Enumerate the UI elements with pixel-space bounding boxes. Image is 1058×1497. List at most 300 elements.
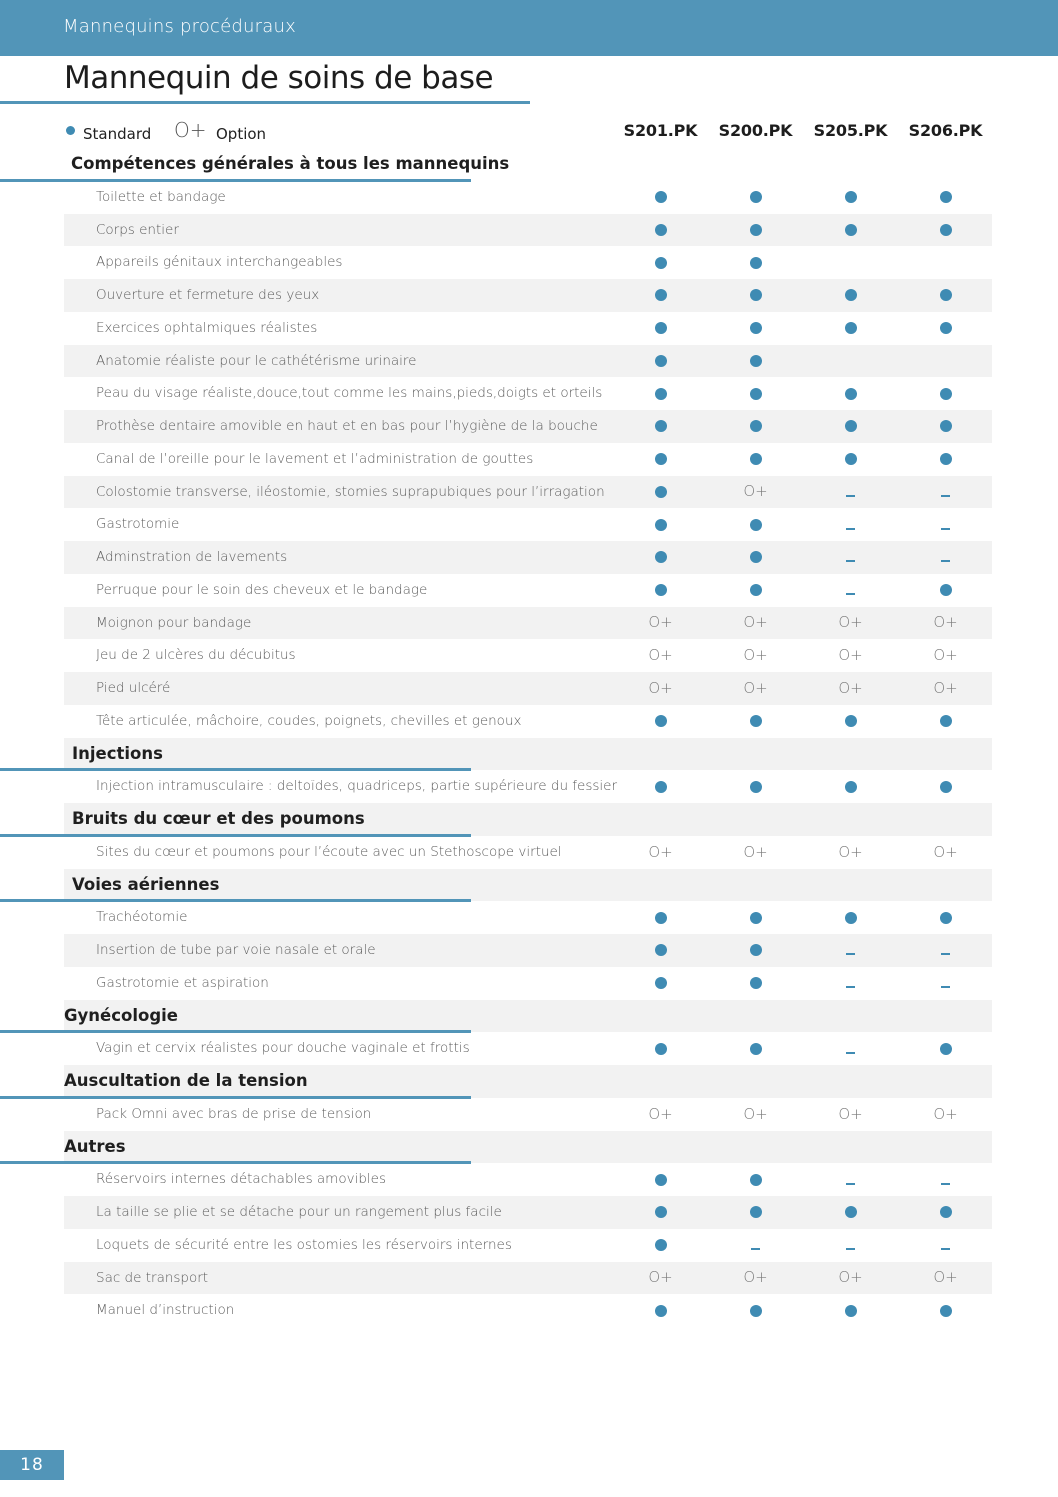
table-cell <box>803 1294 898 1327</box>
standard-dot-icon <box>940 781 952 793</box>
section-header <box>0 803 1058 836</box>
table-row <box>0 410 1058 443</box>
unavailable-dash-icon <box>846 953 855 955</box>
standard-dot-icon <box>845 420 857 432</box>
table-cell <box>803 476 898 509</box>
table-cell <box>898 377 993 410</box>
table-cell <box>708 967 803 1000</box>
section-header <box>0 148 1058 181</box>
table-cell <box>708 246 803 279</box>
table-cell <box>898 1163 993 1196</box>
option-mark: O+ <box>743 1104 768 1123</box>
feature-label: Jeu de 2 ulcères du décubitus <box>96 647 296 664</box>
table-cell <box>898 1294 993 1327</box>
standard-dot-icon <box>66 126 75 135</box>
standard-dot-icon <box>940 191 952 203</box>
standard-dot-icon <box>655 977 667 989</box>
feature-label: Corps entier <box>96 221 179 238</box>
table-cell <box>803 246 898 279</box>
table-cell <box>898 476 993 509</box>
option-mark: O+ <box>933 1104 958 1123</box>
option-mark: O+ <box>933 678 958 697</box>
standard-dot-icon <box>750 289 762 301</box>
unavailable-dash-icon <box>846 495 855 497</box>
table-cell <box>708 639 803 672</box>
standard-dot-icon <box>750 1206 762 1218</box>
standard-dot-icon <box>750 944 762 956</box>
feature-label: Perruque pour le soin des cheveux et le bandage <box>96 581 428 598</box>
table-cell <box>708 607 803 640</box>
standard-dot-icon <box>845 453 857 465</box>
standard-dot-icon <box>750 224 762 236</box>
table-cell <box>613 181 708 214</box>
table-row <box>0 312 1058 345</box>
feature-label: Gastrotomie et aspiration <box>96 974 269 991</box>
standard-dot-icon <box>750 322 762 334</box>
table-row <box>0 541 1058 574</box>
standard-dot-icon <box>750 191 762 203</box>
feature-label: Canal de l’oreille pour le lavement et l’administration de gouttes <box>96 450 534 467</box>
unavailable-dash-icon <box>846 560 855 562</box>
table-cell <box>613 607 708 640</box>
column-header-4: S206.PK <box>908 121 983 140</box>
feature-label: Ouverture et fermeture des yeux <box>96 287 320 303</box>
section-label: Injections <box>72 743 163 763</box>
table-cell <box>898 1032 993 1065</box>
table-cell <box>898 1229 993 1262</box>
table-cell <box>613 1163 708 1196</box>
standard-dot-icon <box>655 584 667 596</box>
standard-dot-icon <box>750 1305 762 1317</box>
table-cell <box>708 345 803 378</box>
table-cell <box>898 443 993 476</box>
table-cell <box>803 1262 898 1295</box>
standard-dot-icon <box>655 322 667 334</box>
table-row <box>0 1229 1058 1262</box>
standard-dot-icon <box>845 1305 857 1317</box>
section-label: Bruits du cœur et des poumons <box>72 809 365 828</box>
option-mark: O+ <box>743 678 768 697</box>
section-header <box>0 1000 1058 1033</box>
table-cell <box>803 508 898 541</box>
unavailable-dash-icon <box>941 986 950 988</box>
table-cell <box>708 214 803 247</box>
table-cell <box>708 574 803 607</box>
standard-dot-icon <box>940 1206 952 1218</box>
feature-label: Trachéotomie <box>96 909 188 926</box>
unavailable-dash-icon <box>941 953 950 955</box>
table-row <box>0 672 1058 705</box>
feature-label: Injection intramusculaire : deltoïdes, quadriceps, partie supérieure du fessier <box>96 778 618 795</box>
table-cell <box>803 214 898 247</box>
section-label: Auscultation de la tension <box>64 1071 308 1090</box>
standard-dot-icon <box>750 1043 762 1055</box>
page-number: 18 <box>0 1450 64 1480</box>
table-cell <box>898 770 993 803</box>
section-title: Mannequins procéduraux <box>63 16 296 37</box>
standard-dot-icon <box>655 355 667 367</box>
table-cell <box>613 770 708 803</box>
table-cell <box>613 377 708 410</box>
table-cell <box>803 1229 898 1262</box>
standard-dot-icon <box>940 224 952 236</box>
table-cell <box>803 312 898 345</box>
table-cell <box>898 836 993 869</box>
table-cell <box>708 443 803 476</box>
standard-dot-icon <box>655 191 667 203</box>
standard-dot-icon <box>655 289 667 301</box>
table-cell <box>613 410 708 443</box>
option-mark: O+ <box>743 1268 768 1287</box>
standard-dot-icon <box>655 1206 667 1218</box>
feature-label: Adminstration de lavements <box>96 549 288 565</box>
table-cell <box>708 1196 803 1229</box>
table-row <box>0 1098 1058 1131</box>
standard-dot-icon <box>845 1206 857 1218</box>
table-cell <box>708 1032 803 1065</box>
table-cell <box>803 279 898 312</box>
table-row <box>0 508 1058 541</box>
table-row <box>0 901 1058 934</box>
feature-label: Pied ulcéré <box>96 680 171 696</box>
table-row <box>0 836 1058 869</box>
table-cell <box>803 574 898 607</box>
section-header <box>0 869 1058 902</box>
table-row <box>0 639 1058 672</box>
table-cell <box>803 181 898 214</box>
table-row <box>0 1032 1058 1065</box>
feature-label: Tête articulée, mâchoire, coudes, poignets, chevilles et genoux <box>96 712 522 729</box>
option-mark: O+ <box>933 646 958 665</box>
table-cell <box>898 214 993 247</box>
standard-dot-icon <box>750 977 762 989</box>
table-cell <box>708 672 803 705</box>
table-cell <box>803 1032 898 1065</box>
option-mark: O+ <box>838 842 863 861</box>
table-cell <box>613 1229 708 1262</box>
table-cell <box>708 279 803 312</box>
table-cell <box>898 574 993 607</box>
standard-dot-icon <box>655 224 667 236</box>
standard-dot-icon <box>655 257 667 269</box>
standard-dot-icon <box>655 912 667 924</box>
table-cell <box>613 1196 708 1229</box>
table-row <box>0 1163 1058 1196</box>
table-cell <box>708 508 803 541</box>
standard-dot-icon <box>655 388 667 400</box>
unavailable-dash-icon <box>846 593 855 595</box>
unavailable-dash-icon <box>846 1052 855 1054</box>
feature-label: Pack Omni avec bras de prise de tension <box>96 1105 372 1122</box>
table-row <box>0 377 1058 410</box>
table-cell <box>708 901 803 934</box>
table-cell <box>708 377 803 410</box>
option-mark: O+ <box>648 1104 673 1123</box>
standard-dot-icon <box>750 781 762 793</box>
table-cell <box>708 705 803 738</box>
table-row <box>0 279 1058 312</box>
unavailable-dash-icon <box>941 495 950 497</box>
standard-dot-icon <box>940 584 952 596</box>
table-row <box>0 1294 1058 1327</box>
section-label: Voies aériennes <box>72 874 220 894</box>
table-cell <box>708 410 803 443</box>
option-mark: O+ <box>743 842 768 861</box>
table-cell <box>803 1196 898 1229</box>
feature-label: Anatomie réaliste pour le cathétérisme urinaire <box>96 352 417 369</box>
table-row <box>0 1196 1058 1229</box>
section-header <box>0 1065 1058 1098</box>
unavailable-dash-icon <box>941 1248 950 1250</box>
standard-dot-icon <box>940 388 952 400</box>
table-cell <box>803 377 898 410</box>
table-row <box>0 770 1058 803</box>
table-row <box>0 574 1058 607</box>
table-row <box>0 476 1058 509</box>
table-cell <box>708 312 803 345</box>
table-cell <box>898 541 993 574</box>
table-cell <box>613 1262 708 1295</box>
table-cell <box>898 508 993 541</box>
table-cell <box>708 181 803 214</box>
table-row <box>0 214 1058 247</box>
unavailable-dash-icon <box>941 528 950 530</box>
table-cell <box>803 1098 898 1131</box>
standard-dot-icon <box>655 420 667 432</box>
table-cell <box>613 443 708 476</box>
standard-dot-icon <box>845 224 857 236</box>
column-header-1: S201.PK <box>623 121 698 140</box>
table-cell <box>898 181 993 214</box>
feature-label: Exercices ophtalmiques réalistes <box>96 319 318 336</box>
table-row <box>0 181 1058 214</box>
table-cell <box>803 607 898 640</box>
table-row <box>0 934 1058 967</box>
standard-dot-icon <box>940 1043 952 1055</box>
table-cell <box>613 934 708 967</box>
section-label: Autres <box>64 1136 126 1156</box>
standard-dot-icon <box>655 715 667 727</box>
table-cell <box>613 1098 708 1131</box>
table-row <box>0 705 1058 738</box>
column-header-2: S200.PK <box>718 121 793 140</box>
table-cell <box>803 770 898 803</box>
option-mark: O+ <box>933 613 958 632</box>
table-cell <box>898 901 993 934</box>
feature-label: Manuel d’instruction <box>96 1302 235 1319</box>
option-mark: O+ <box>838 678 863 697</box>
option-mark: O+ <box>743 613 768 632</box>
standard-dot-icon <box>750 519 762 531</box>
option-mark: O+ <box>648 1268 673 1287</box>
option-icon: O+ <box>174 118 207 142</box>
table-cell <box>613 345 708 378</box>
standard-dot-icon <box>655 944 667 956</box>
option-mark: O+ <box>933 842 958 861</box>
table-cell <box>898 967 993 1000</box>
table-cell <box>803 901 898 934</box>
table-cell <box>898 410 993 443</box>
standard-dot-icon <box>655 551 667 563</box>
table-row <box>0 443 1058 476</box>
table-cell <box>613 279 708 312</box>
feature-label: Appareils génitaux interchangeables <box>96 254 343 271</box>
table-cell <box>898 345 993 378</box>
standard-dot-icon <box>750 1174 762 1186</box>
table-cell <box>613 312 708 345</box>
page-title: Mannequin de soins de base <box>64 60 494 96</box>
table-cell <box>803 541 898 574</box>
standard-dot-icon <box>655 1174 667 1186</box>
table-cell <box>708 934 803 967</box>
option-mark: O+ <box>648 646 673 665</box>
table-cell <box>613 541 708 574</box>
standard-dot-icon <box>940 289 952 301</box>
feature-label: Sac de transport <box>96 1269 209 1286</box>
table-cell <box>613 836 708 869</box>
section-header <box>0 1131 1058 1164</box>
feature-label: Sites du cœur et poumons pour l’écoute avec un Stethoscope virtuel <box>96 843 562 860</box>
table-cell <box>613 246 708 279</box>
table-cell <box>803 443 898 476</box>
table-cell <box>613 574 708 607</box>
standard-dot-icon <box>940 453 952 465</box>
standard-dot-icon <box>750 912 762 924</box>
table-cell <box>898 1262 993 1295</box>
table-cell <box>803 1163 898 1196</box>
table-row <box>0 246 1058 279</box>
standard-dot-icon <box>845 191 857 203</box>
table-cell <box>613 639 708 672</box>
comparison-table <box>0 148 1058 1327</box>
table-cell <box>803 639 898 672</box>
table-cell <box>708 1229 803 1262</box>
table-cell <box>898 934 993 967</box>
title-underline <box>0 101 530 104</box>
table-cell <box>803 934 898 967</box>
standard-dot-icon <box>655 453 667 465</box>
standard-dot-icon <box>940 1305 952 1317</box>
standard-dot-icon <box>940 912 952 924</box>
column-header-3: S205.PK <box>813 121 888 140</box>
standard-dot-icon <box>750 551 762 563</box>
standard-dot-icon <box>750 257 762 269</box>
standard-dot-icon <box>655 1043 667 1055</box>
table-cell <box>803 836 898 869</box>
option-mark: O+ <box>933 1268 958 1287</box>
unavailable-dash-icon <box>846 1248 855 1250</box>
feature-label: Toilette et bandage <box>96 188 226 205</box>
option-mark: O+ <box>743 482 768 501</box>
standard-dot-icon <box>845 322 857 334</box>
feature-label: La taille se plie et se détache pour un rangement plus facile <box>96 1204 502 1220</box>
unavailable-dash-icon <box>941 1183 950 1185</box>
standard-dot-icon <box>655 1305 667 1317</box>
feature-label: Loquets de sécurité entre les ostomies les réservoirs internes <box>96 1236 512 1253</box>
option-mark: O+ <box>743 646 768 665</box>
table-cell <box>898 639 993 672</box>
standard-dot-icon <box>655 519 667 531</box>
table-cell <box>803 967 898 1000</box>
table-cell <box>708 1262 803 1295</box>
header-bar <box>0 0 1058 56</box>
option-mark: O+ <box>838 1268 863 1287</box>
legend-standard-label: Standard <box>83 125 152 143</box>
table-cell <box>898 672 993 705</box>
standard-dot-icon <box>845 715 857 727</box>
option-mark: O+ <box>838 613 863 632</box>
standard-dot-icon <box>750 388 762 400</box>
standard-dot-icon <box>940 715 952 727</box>
standard-dot-icon <box>845 781 857 793</box>
table-row <box>0 607 1058 640</box>
standard-dot-icon <box>940 322 952 334</box>
option-mark: O+ <box>648 678 673 697</box>
option-mark: O+ <box>838 1104 863 1123</box>
standard-dot-icon <box>655 486 667 498</box>
feature-label: Gastrotomie <box>96 516 180 533</box>
standard-dot-icon <box>655 1239 667 1251</box>
table-row <box>0 967 1058 1000</box>
standard-dot-icon <box>845 289 857 301</box>
option-mark: O+ <box>648 842 673 861</box>
standard-dot-icon <box>750 420 762 432</box>
table-cell <box>803 410 898 443</box>
section-header <box>0 738 1058 771</box>
standard-dot-icon <box>750 355 762 367</box>
feature-label: Insertion de tube par voie nasale et orale <box>96 942 376 958</box>
table-cell <box>613 901 708 934</box>
standard-dot-icon <box>750 715 762 727</box>
table-cell <box>803 672 898 705</box>
table-cell <box>708 476 803 509</box>
option-mark: O+ <box>838 646 863 665</box>
option-mark: O+ <box>648 613 673 632</box>
legend-option-label: Option <box>216 125 267 143</box>
unavailable-dash-icon <box>846 528 855 530</box>
table-cell <box>613 1294 708 1327</box>
section-label: Compétences générales à tous les mannequins <box>71 154 510 173</box>
table-cell <box>613 508 708 541</box>
table-cell <box>708 1294 803 1327</box>
standard-dot-icon <box>845 388 857 400</box>
table-cell <box>708 541 803 574</box>
table-cell <box>803 705 898 738</box>
table-cell <box>898 279 993 312</box>
table-cell <box>708 1163 803 1196</box>
table-row <box>0 1262 1058 1295</box>
feature-label: Moignon pour bandage <box>96 614 252 631</box>
table-cell <box>708 770 803 803</box>
standard-dot-icon <box>940 420 952 432</box>
table-cell <box>898 705 993 738</box>
table-cell <box>613 1032 708 1065</box>
feature-label: Vagin et cervix réalistes pour douche vaginale et frottis <box>96 1040 470 1057</box>
feature-label: Réservoirs internes détachables amovibles <box>96 1171 386 1188</box>
unavailable-dash-icon <box>751 1248 760 1250</box>
table-cell <box>708 836 803 869</box>
table-cell <box>898 246 993 279</box>
table-cell <box>898 607 993 640</box>
unavailable-dash-icon <box>941 560 950 562</box>
section-label: Gynécologie <box>64 1005 179 1025</box>
standard-dot-icon <box>845 912 857 924</box>
table-cell <box>898 312 993 345</box>
table-cell <box>898 1196 993 1229</box>
unavailable-dash-icon <box>846 1183 855 1185</box>
table-cell <box>613 967 708 1000</box>
standard-dot-icon <box>750 453 762 465</box>
